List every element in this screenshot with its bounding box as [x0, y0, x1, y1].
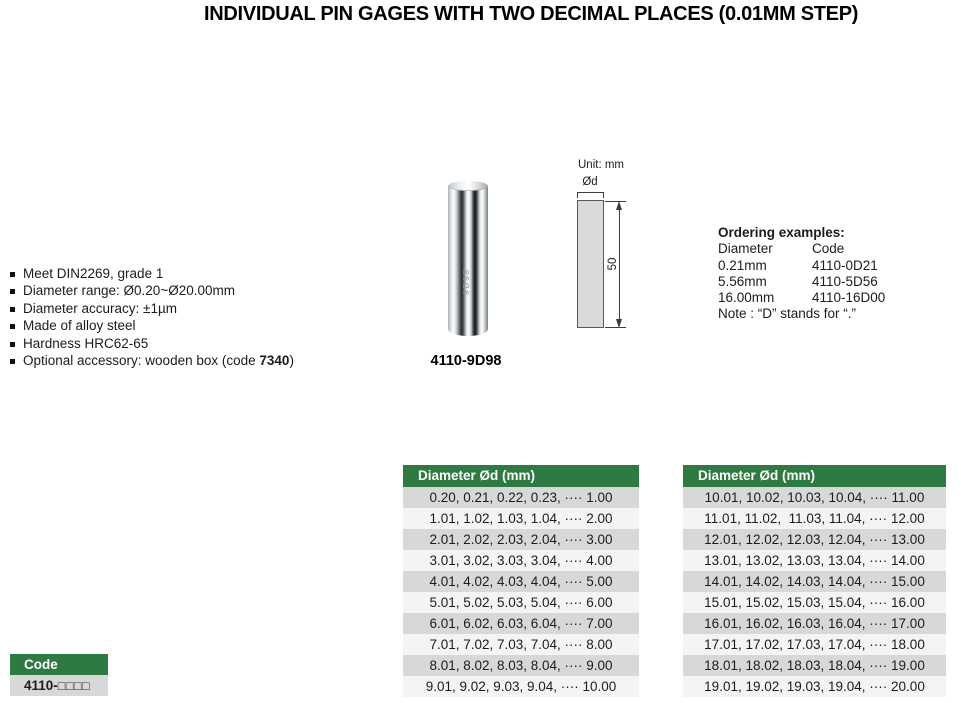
diameter-value: 5.56mm — [718, 273, 767, 289]
table-row: 9.01, 9.02, 9.03, 9.04, ···· 10.00 — [403, 676, 639, 697]
feature-item — [8, 318, 294, 335]
table-row: 2.01, 2.02, 2.03, 2.04, ···· 3.00 — [403, 529, 639, 550]
diameter-table-left — [403, 465, 639, 697]
accessory-code: 7340 — [259, 352, 290, 368]
ordering-note: Note : “D” stands for “.” — [718, 306, 857, 322]
table-row: 6.01, 6.02, 6.03, 6.04, ···· 7.00 — [403, 613, 639, 634]
arrow-down-icon — [616, 319, 622, 328]
feature-item — [8, 336, 294, 353]
bullet-square-icon — [10, 342, 15, 347]
code-value — [10, 675, 108, 696]
diameter-table-right — [683, 465, 946, 697]
ordering-row — [718, 290, 885, 306]
features-list — [8, 266, 294, 370]
ordering-row — [718, 258, 885, 274]
code-value: 4110-16D00 — [812, 290, 886, 306]
code-value-prefix: 4110- — [24, 678, 58, 693]
table-body — [403, 487, 639, 697]
diameter-dim-line — [577, 192, 604, 198]
table-row: 17.01, 17.02, 17.03, 17.04, ···· 18.00 — [683, 634, 946, 655]
table-body — [683, 487, 946, 697]
table-row: 18.01, 18.02, 18.03, 18.04, ···· 19.00 — [683, 655, 946, 676]
table-row: 11.01, 11.02, 11.03, 11.04, ···· 12.00 — [683, 508, 946, 529]
pin-code-label: 4110-9D98 — [430, 353, 502, 369]
feature-item — [8, 301, 294, 318]
table-header: Diameter Ød (mm) — [403, 465, 639, 487]
code-header: Code — [10, 654, 108, 675]
table-row: 14.01, 14.02, 14.03, 14.04, ···· 15.00 — [683, 571, 946, 592]
table-row: 12.01, 12.02, 12.03, 12.04, ···· 13.00 — [683, 529, 946, 550]
diameter-value: 0.21mm — [718, 257, 767, 273]
diameter-dim-label: Ød — [582, 176, 598, 188]
table-row: 16.01, 16.02, 16.03, 16.04, ···· 17.00 — [683, 613, 946, 634]
pin-outline-rect — [577, 200, 604, 328]
table-row: 1.01, 1.02, 1.03, 1.04, ···· 2.00 — [403, 508, 639, 529]
diameter-value: 16.00mm — [718, 290, 775, 306]
bullet-square-icon — [10, 289, 15, 294]
table-row: 4.01, 4.02, 4.03, 4.04, ···· 5.00 — [403, 571, 639, 592]
ordering-col-diameter: Diameter — [718, 241, 773, 257]
table-row: 5.01, 5.02, 5.03, 5.04, ···· 6.00 — [403, 592, 639, 613]
ordering-row — [718, 274, 885, 290]
feature-item — [8, 266, 294, 283]
ordering-examples — [718, 225, 885, 323]
code-block — [10, 654, 108, 696]
table-header: Diameter Ød (mm) — [683, 465, 946, 487]
pin-engraving: 9D98 — [462, 267, 471, 295]
table-row: 3.01, 3.02, 3.03, 3.04, ···· 4.00 — [403, 550, 639, 571]
bullet-square-icon — [10, 272, 15, 277]
table-row: 15.01, 15.02, 15.03, 15.04, ···· 16.00 — [683, 592, 946, 613]
page-title: INDIVIDUAL PIN GAGES WITH TWO DECIMAL PLACES (0.01MM STEP) — [204, 3, 859, 25]
feature-item — [8, 353, 294, 370]
feature-text-suffix: ) — [289, 352, 294, 368]
ordering-heading: Ordering examples: — [718, 225, 845, 240]
table-row: 8.01, 8.02, 8.03, 8.04, ···· 9.00 — [403, 655, 639, 676]
feature-text-prefix: Optional accessory: wooden box (code — [23, 352, 260, 368]
feature-text: Diameter range: Ø0.20~Ø20.00mm — [23, 283, 235, 299]
unit-label: Unit: mm — [578, 159, 624, 171]
bullet-square-icon — [10, 307, 15, 312]
feature-text: Hardness HRC62-65 — [23, 335, 149, 351]
feature-text — [23, 353, 294, 368]
code-value: 4110-5D56 — [812, 273, 878, 289]
ordering-col-code: Code — [812, 241, 845, 257]
table-row: 13.01, 13.02, 13.03, 13.04, ···· 14.00 — [683, 550, 946, 571]
table-row: 7.01, 7.02, 7.03, 7.04, ···· 8.00 — [403, 634, 639, 655]
table-row: 10.01, 10.02, 10.03, 10.04, ···· 11.00 — [683, 487, 946, 508]
length-dim-label: 50 — [607, 257, 619, 271]
bullet-square-icon — [10, 359, 15, 364]
arrow-up-icon — [616, 201, 622, 210]
ordering-column-headers — [718, 241, 885, 257]
code-placeholder-squares: □□□□ — [57, 679, 90, 693]
feature-text: Made of alloy steel — [23, 318, 136, 334]
pin-gage-top-face — [448, 181, 488, 191]
feature-item — [8, 283, 294, 300]
feature-text: Meet DIN2269, grade 1 — [23, 266, 164, 281]
table-row: 19.01, 19.02, 19.03, 19.04, ···· 20.00 — [683, 676, 946, 697]
table-row: 0.20, 0.21, 0.22, 0.23, ···· 1.00 — [403, 487, 639, 508]
feature-text: Diameter accuracy: ±1µm — [23, 300, 177, 316]
bullet-square-icon — [10, 324, 15, 329]
code-value: 4110-0D21 — [812, 257, 878, 273]
